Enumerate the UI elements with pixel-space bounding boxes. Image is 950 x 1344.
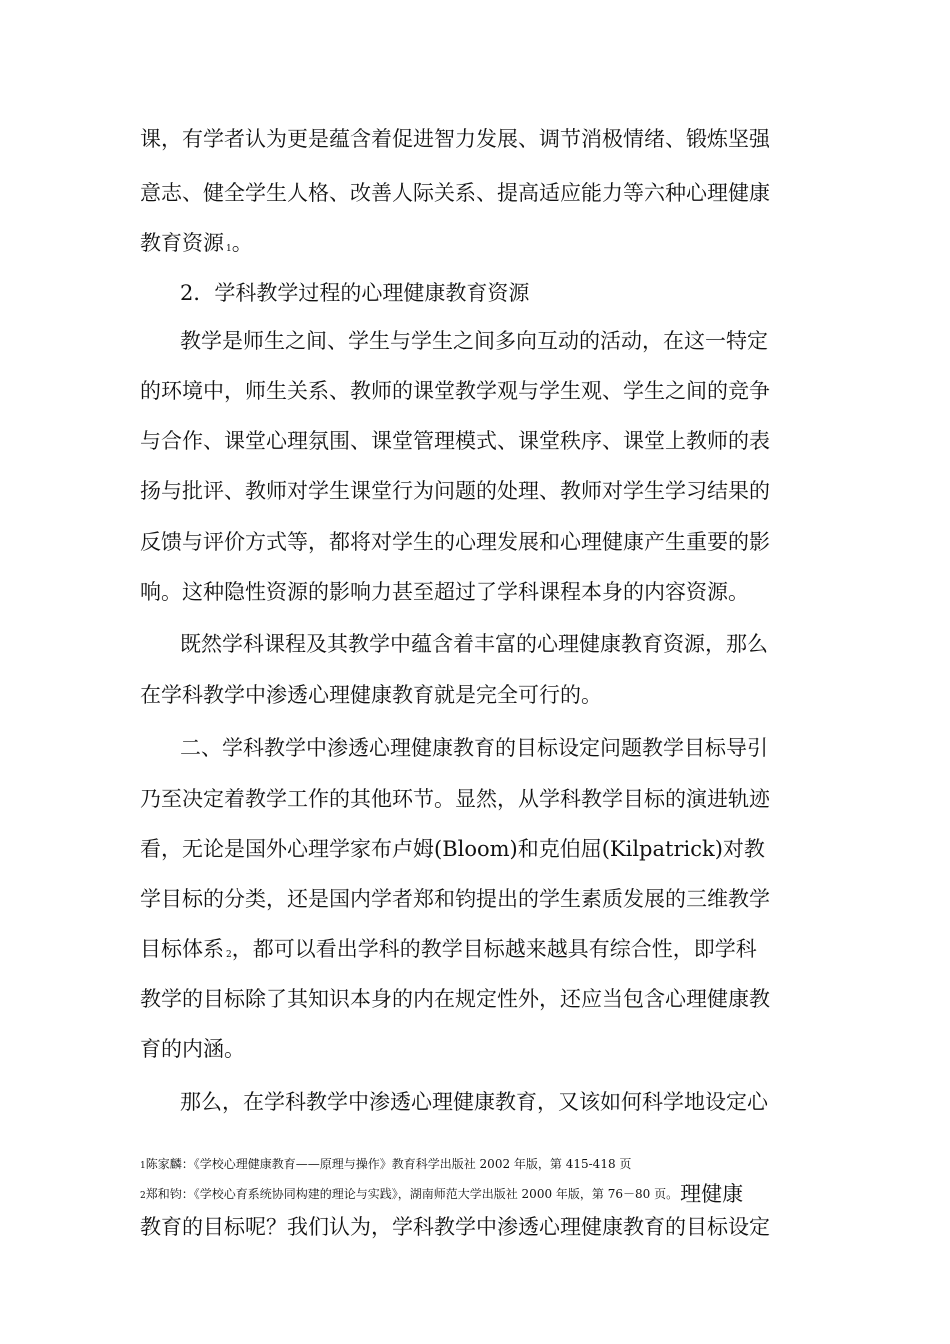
footnote — [140, 1182, 744, 1206]
paragraph-line: 那么，在学科教学中渗透心理健康教育，又该如何科学地设定心 — [180, 1090, 768, 1114]
paragraph-line: 教育的目标呢？我们认为，学科教学中渗透心理健康教育的目标设定 — [140, 1215, 770, 1239]
paragraph-line: 二、学科教学中渗透心理健康教育的目标设定问题教学目标导引 — [180, 736, 768, 760]
paragraph-line: 教学的目标除了其知识本身的内在规定性外，还应当包含心理健康教 — [140, 987, 770, 1011]
footnote-ref: 2 — [226, 950, 232, 960]
section-heading: 2．学科教学过程的心理健康教育资源 — [180, 281, 530, 305]
footnote-text: 郑和钧：《学校心育系统协同构建的理论与实践》，湖南师范大学出版社 2000 年版，第 76－80 页。 — [145, 1187, 679, 1201]
footnote-number: 2 — [140, 1191, 146, 1201]
paragraph-line: 乃至决定着教学工作的其他环节。显然，从学科教学目标的演进轨迹 — [140, 787, 770, 811]
paragraph-text: ，都可以看出学科的教学目标越来越具有综合性，即学科 — [231, 937, 757, 961]
paragraph-text: 教育资源 — [140, 231, 224, 255]
paragraph-line: 扬与批评、教师对学生课堂行为问题的处理、教师对学生学习结果的 — [140, 479, 770, 503]
paragraph-line: 课，有学者认为更是蕴含着促进智力发展、调节消极情绪、锻炼坚强 — [140, 127, 770, 151]
paragraph-line: 的环境中，师生关系、教师的课堂教学观与学生观、学生之间的竞争 — [140, 379, 770, 403]
paragraph-line: 既然学科课程及其教学中蕴含着丰富的心理健康教育资源，那么 — [180, 632, 768, 656]
paragraph-line — [140, 228, 840, 264]
footnote — [140, 1156, 631, 1174]
paragraph-line: 教学是师生之间、学生与学生之间多向互动的活动，在这一特定 — [180, 329, 768, 353]
paragraph-text: 。 — [231, 231, 253, 255]
paragraph-text: 理健康 — [680, 1182, 744, 1206]
paragraph-line: 响。这种隐性资源的影响力甚至超过了学科课程本身的内容资源。 — [140, 580, 749, 604]
footnote-number: 1 — [140, 1161, 146, 1171]
paragraph-text: 目标体系 — [140, 937, 224, 961]
footnote-text: 陈家麟：《学校心理健康教育——原理与操作》教育科学出版社 2002 年版，第 415-418 页 — [145, 1157, 632, 1171]
paragraph-line: 学目标的分类，还是国内学者郑和钧提出的学生素质发展的三维教学 — [140, 887, 770, 911]
paragraph-line: 在学科教学中渗透心理健康教育就是完全可行的。 — [140, 683, 602, 707]
footnote-ref: 1 — [226, 244, 232, 254]
paragraph-line: 意志、健全学生人格、改善人际关系、提高适应能力等六种心理健康 — [140, 181, 770, 205]
paragraph-line: 看，无论是国外心理学家布卢姆(Bloom)和克伯屈(Kilpatrick)对教 — [140, 837, 765, 861]
paragraph-line — [140, 934, 840, 970]
paragraph-line: 与合作、课堂心理氛围、课堂管理模式、课堂秩序、课堂上教师的表 — [140, 429, 770, 453]
paragraph-line: 育的内涵。 — [140, 1037, 245, 1061]
paragraph-line: 反馈与评价方式等，都将对学生的心理发展和心理健康产生重要的影 — [140, 530, 770, 554]
